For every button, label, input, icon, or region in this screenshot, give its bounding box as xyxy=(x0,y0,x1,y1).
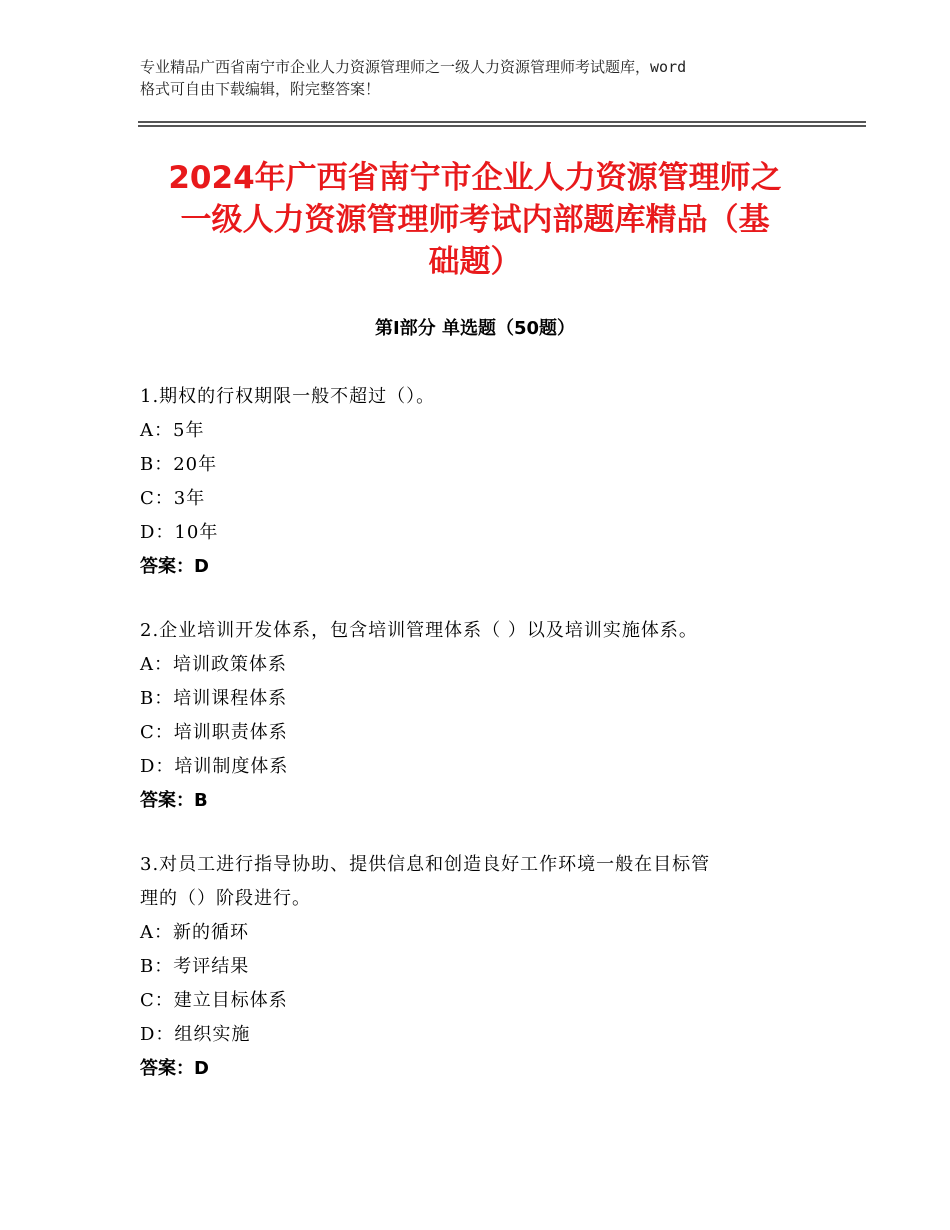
option-c: C：3年 xyxy=(140,488,206,509)
question-stem xyxy=(140,614,830,648)
document-title xyxy=(120,157,830,283)
part-heading: 第Ⅰ部分 单选题（50题） xyxy=(374,318,575,339)
header-note xyxy=(140,56,820,100)
option-c: C：培训职责体系 xyxy=(140,722,288,743)
question xyxy=(140,380,830,584)
answer-line: 答案：D xyxy=(140,556,209,577)
option-a: A：新的循环 xyxy=(140,922,249,943)
question-stem-line: 3.对员工进行指导协助、提供信息和创造良好工作环境一般在目标管 xyxy=(140,854,711,875)
answer-line: 答案：B xyxy=(140,790,208,811)
question-stem-line: 理的（）阶段进行。 xyxy=(140,888,311,909)
header-divider xyxy=(138,121,866,123)
option-a: A：5年 xyxy=(140,420,205,441)
question-stem xyxy=(140,380,830,414)
option-c: C：建立目标体系 xyxy=(140,990,288,1011)
option-d: D：培训制度体系 xyxy=(140,756,289,777)
question-list xyxy=(140,380,830,1116)
option-b: B：20年 xyxy=(140,454,218,475)
option-d: D：组织实施 xyxy=(140,1024,251,1045)
option-d: D：10年 xyxy=(140,522,219,543)
title-line: 础题） xyxy=(428,244,522,280)
question-stem xyxy=(140,848,830,916)
option-a: A：培训政策体系 xyxy=(140,654,287,675)
header-divider xyxy=(138,125,866,127)
answer-line: 答案：D xyxy=(140,1058,209,1079)
title-line: 一级人力资源管理师考试内部题库精品（基 xyxy=(180,202,770,238)
question-stem-line: 2.企业培训开发体系，包含培训管理体系（ ）以及培训实施体系。 xyxy=(140,620,698,641)
option-b: B：培训课程体系 xyxy=(140,688,288,709)
option-b: B：考评结果 xyxy=(140,956,250,977)
question xyxy=(140,848,830,1086)
header-note-line: 格式可自由下载编辑，附完整答案！ xyxy=(140,80,381,98)
header-note-line: 专业精品广西省南宁市企业人力资源管理师之一级人力资源管理师考试题库，word xyxy=(140,58,687,76)
question xyxy=(140,614,830,818)
question-stem-line: 1.期权的行权期限一般不超过（）。 xyxy=(140,386,436,407)
title-line: 2024年广西省南宁市企业人力资源管理师之 xyxy=(168,160,782,196)
